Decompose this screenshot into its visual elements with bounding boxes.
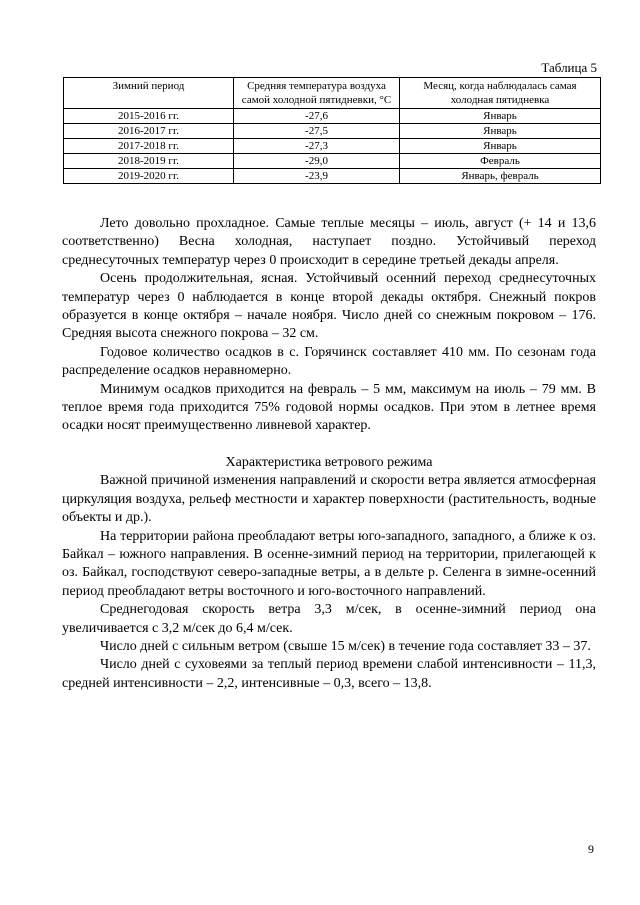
table-cell: 2017-2018 гг. <box>64 139 234 154</box>
table-cell: Январь <box>400 139 601 154</box>
table-header-cell: Средняя температура воздуха самой холодной пятидневки, °С <box>234 78 400 109</box>
table-row <box>64 109 601 124</box>
table-cell: -27,5 <box>234 124 400 139</box>
table-cell: Январь, февраль <box>400 169 601 184</box>
table-cell: 2018-2019 гг. <box>64 154 234 169</box>
table-cell: -27,6 <box>234 109 400 124</box>
table-cell: -23,9 <box>234 169 400 184</box>
table-header-cell: Зимний период <box>64 78 234 109</box>
table-row <box>64 154 601 169</box>
table-row <box>64 139 601 154</box>
table-header-row <box>64 78 601 109</box>
paragraph-annual-precipitation: Годовое количество осадков в с. Горячинск составляет 410 мм. По сезонам года распределение осадков неравномерно. <box>62 344 596 379</box>
paragraph-wind-speed: Среднегодовая скорость ветра 3,3 м/сек, в осенне-зимний период она увеличивается с 3,2 м/сек до 6,4 м/сек. <box>62 602 596 636</box>
paragraph-autumn: Осень продолжительная, ясная. Устойчивый осенний переход среднесуточных температур через 0 наблюдается в конце второй декады октября. Снежный покров образуется в конце октября – начале ноября. Число дней со снежным покровом – 176. Средняя высота снежного покрова – 32 см. <box>62 271 596 342</box>
body-text <box>62 215 596 693</box>
paragraph-summer: Лето довольно прохладное. Самые теплые месяцы – июль, август (+ 14 и 13,6 соответственно) Весна холодная, наступает поздно. Устойчивый переход среднесуточных температур через 0 происходит в середине третьей декады апреля. <box>62 216 596 268</box>
section-title: Характеристика ветрового режима <box>225 454 433 470</box>
table-cell: 2016-2017 гг. <box>64 124 234 139</box>
paragraph-wind-directions: На территории района преобладают ветры юго-западного, западного, а ближе к оз. Байкал – южного направления. В осенне-зимний период на территории, прилегающей к оз. Байкал, господствуют северо-западные ветры, а в дельте р. Селенга в зимне-осенний период преобладают ветры восточного и юго-восточного направлений. <box>62 528 596 599</box>
table-cell: Январь <box>400 109 601 124</box>
table-cell: Февраль <box>400 154 601 169</box>
paragraph-wind-causes: Важной причиной изменения направлений и скорости ветра является атмосферная циркуляция воздуха, рельеф местности и характер поверхности (растительность, водные объекты и др.). <box>62 473 596 526</box>
paragraph-dry-wind-days: Число дней с суховеями за теплый период времени слабой интенсивности – 11,3, средней интенсивности – 2,2, интенсивные – 0,3, всего – 13,8. <box>62 657 596 691</box>
cold-period-table <box>63 77 601 184</box>
paragraph-precipitation-extremes: Минимум осадков приходится на февраль – 5 мм, максимум на июль – 79 мм. В теплое время года приходится 75% годовой нормы осадков. При этом в летнее время осадки носят преимущественно ливневой характер. <box>62 381 596 434</box>
table-cell: -29,0 <box>234 154 400 169</box>
table-header-cell: Месяц, когда наблюдалась самая холодная пятидневка <box>400 78 601 109</box>
table-cell: 2019-2020 гг. <box>64 169 234 184</box>
paragraph-strong-wind-days: Число дней с сильным ветром (свыше 15 м/сек) в течение года составляет 33 – 37. <box>100 638 591 654</box>
table-cell: -27,3 <box>234 139 400 154</box>
table-row <box>64 169 601 184</box>
table-cell: Январь <box>400 124 601 139</box>
table-row <box>64 124 601 139</box>
page-number: 9 <box>588 842 594 856</box>
table-caption: Таблица 5 <box>541 60 597 75</box>
table-cell: 2015-2016 гг. <box>64 109 234 124</box>
